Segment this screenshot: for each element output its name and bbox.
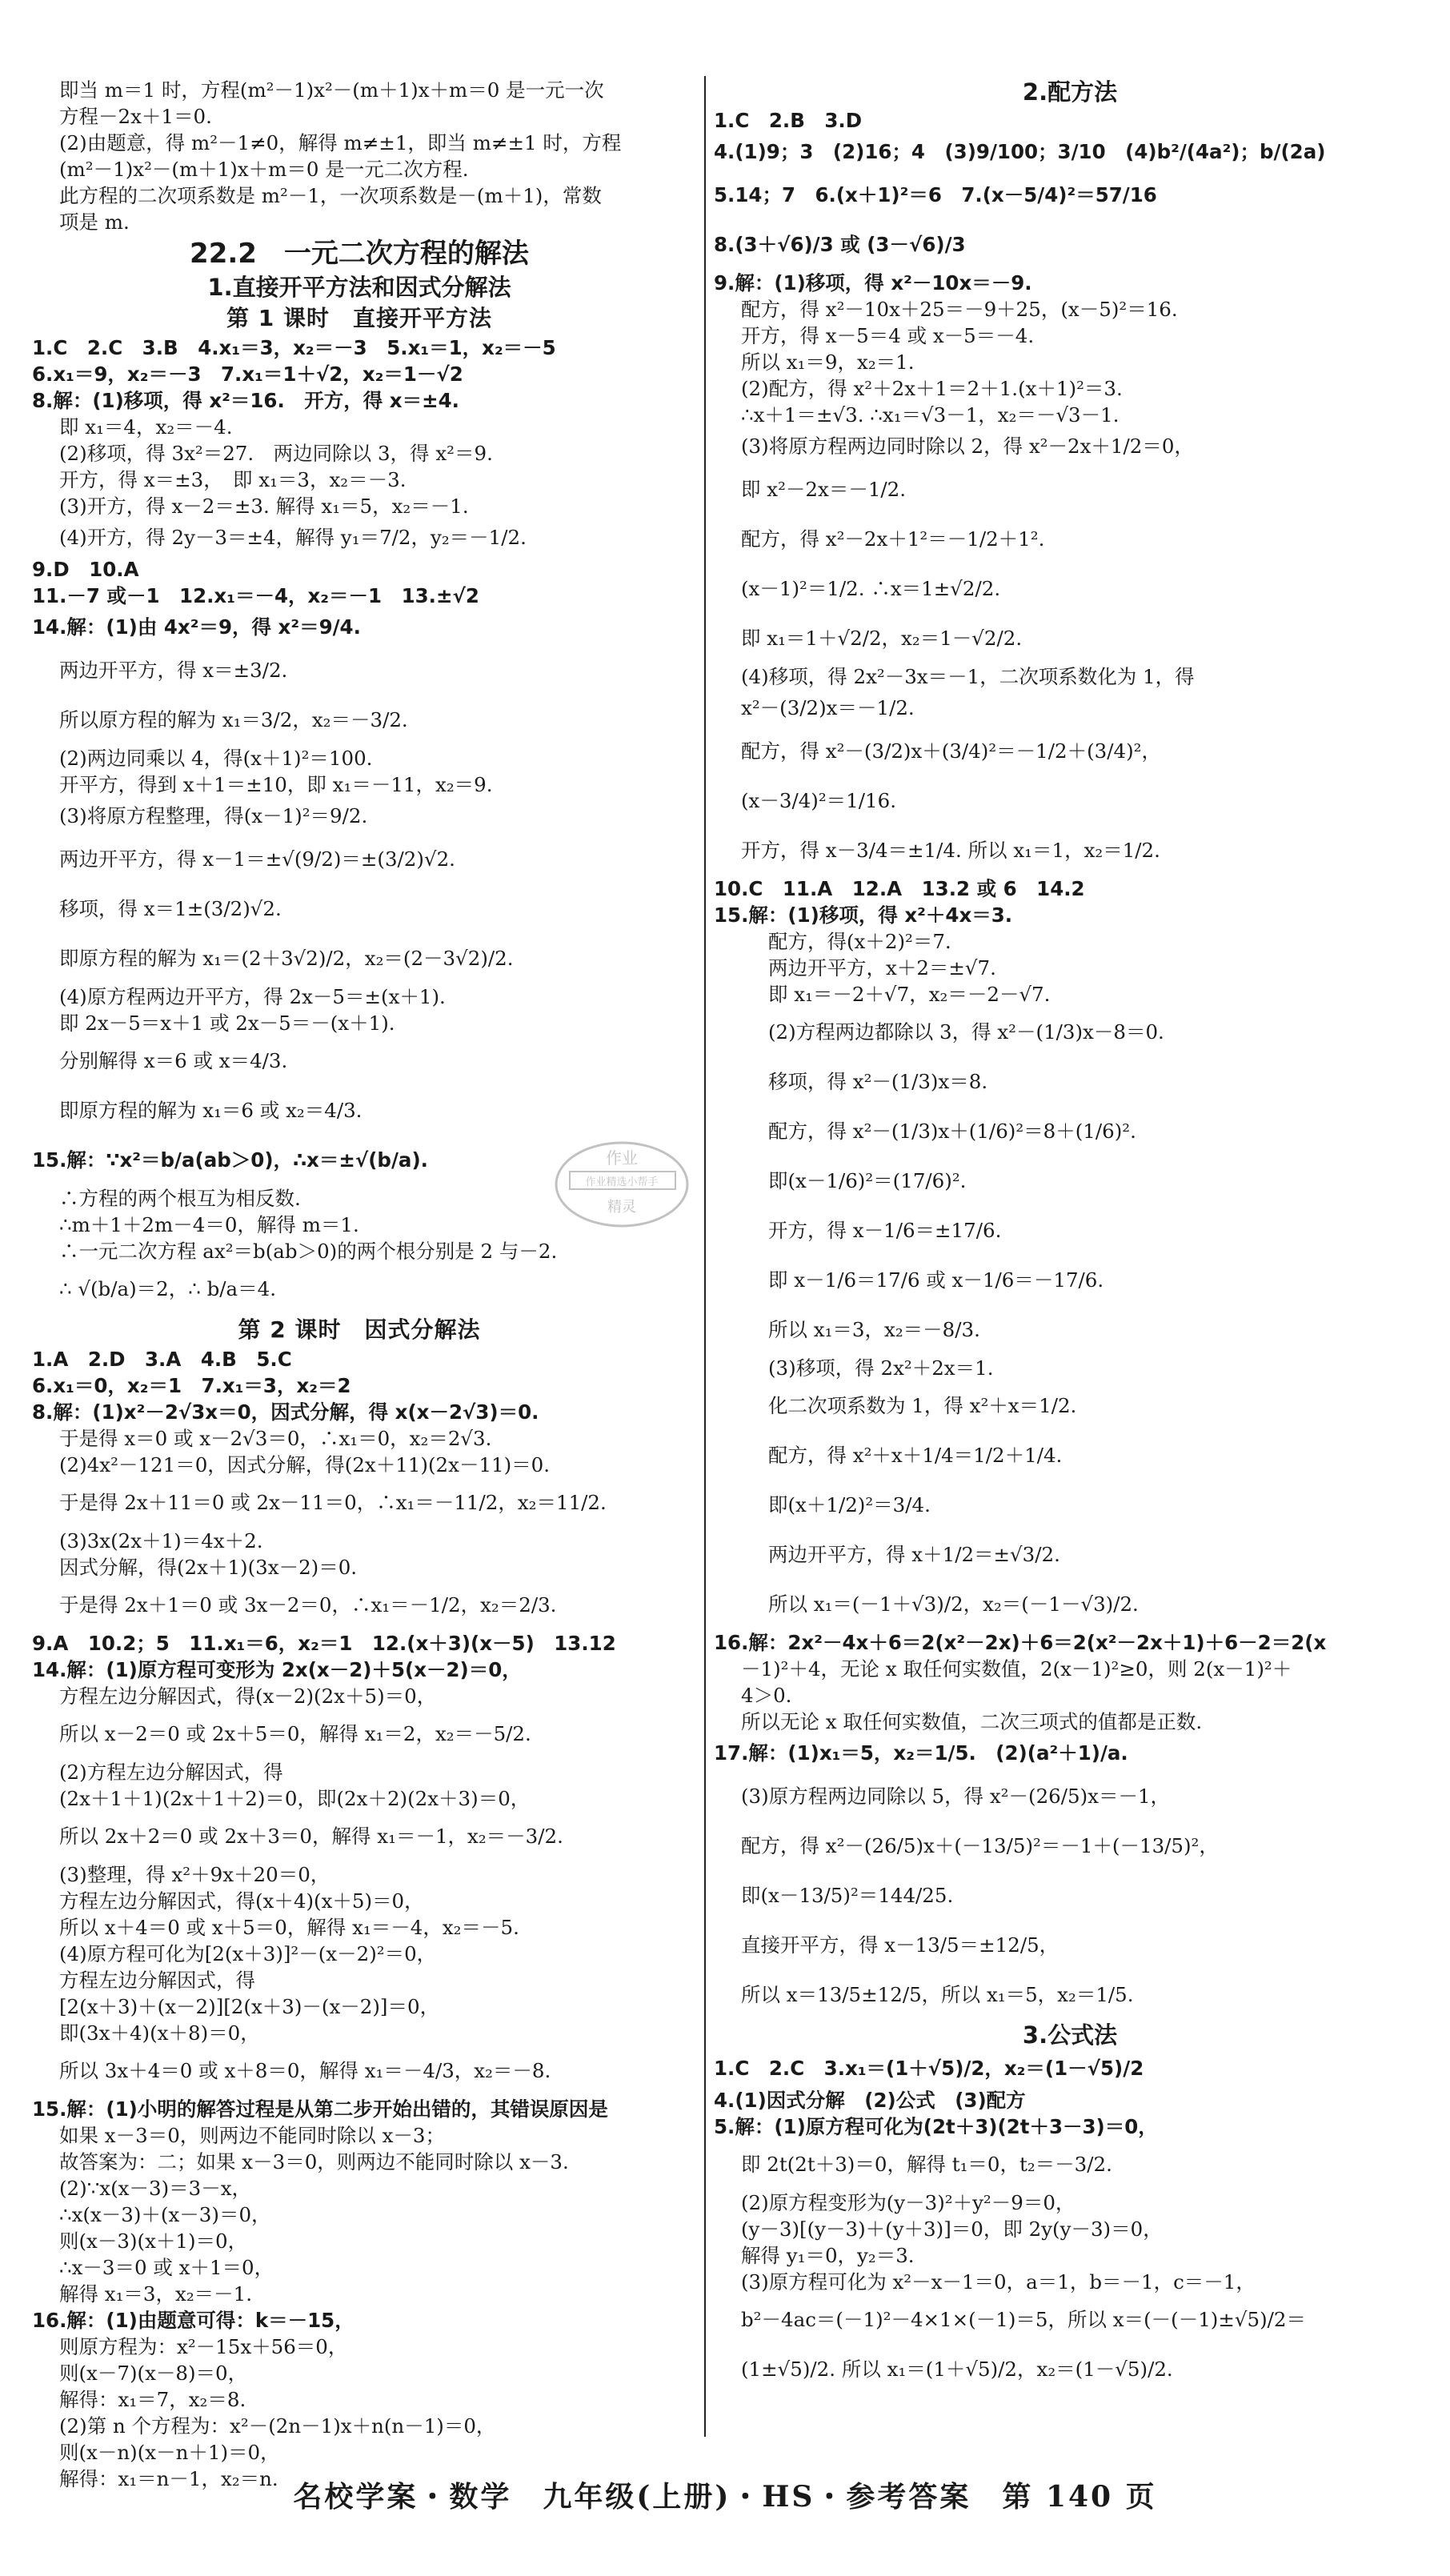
answer-line: 解得：x₁＝n－1，x₂＝n.	[59, 2467, 278, 2490]
answer-line: 配方，得 x²－(3/2)x＋(3/4)²＝－1/2＋(3/4)²，	[741, 739, 1161, 763]
answer-line: x²－(3/2)x＝－1/2.	[741, 696, 915, 719]
answer-line: 配方，得 x²－(1/3)x＋(1/6)²＝8＋(1/6)².	[768, 1120, 1136, 1143]
answer-line: (2)方程两边都除以 3，得 x²－(1/3)x－8＝0.	[768, 1020, 1164, 1044]
answer-line: 1.C 2.C 3.B 4.x₁＝3，x₂＝－3 5.x₁＝1，x₂＝－5	[32, 336, 556, 359]
answer-line: 16.解：(1)由题意可得：k＝－15，	[32, 2309, 354, 2332]
answer-line: (3)原方程可化为 x²－x－1＝0，a＝1，b＝－1，c＝－1，	[741, 2270, 1256, 2294]
section-heading: 2.配方法	[1022, 78, 1118, 106]
answer-line: 即 2x－5＝x＋1 或 2x－5＝－(x＋1).	[59, 1012, 395, 1035]
answer-line: (2)4x²－121＝0，因式分解，得(2x＋11)(2x－11)＝0.	[59, 1453, 551, 1476]
answer-line: 9.D 10.A	[32, 558, 139, 581]
answer-line: 故答案为：二；如果 x－3＝0，则两边不能同时除以 x－3.	[59, 2150, 569, 2173]
answer-line: 所以原方程的解为 x₁＝3/2，x₂＝－3/2.	[59, 708, 408, 731]
answer-line: 15.解：(1)小明的解答过程是从第二步开始出错的，其错误原因是	[32, 2097, 608, 2121]
answer-line: 所以 x＋4＝0 或 x＋5＝0，解得 x₁＝－4，x₂＝－5.	[59, 1916, 519, 1939]
answer-line: 开方，得 x－5＝4 或 x－5＝－4.	[741, 324, 1035, 347]
answer-line: [2(x＋3)＋(x－2)][2(x＋3)－(x－2)]＝0，	[59, 1995, 440, 2018]
answer-line: 9.A 10.2；5 11.x₁＝6，x₂＝1 12.(x＋3)(x－5) 13.12	[32, 1632, 616, 1655]
answer-line: 17.解：(1)x₁＝5，x₂＝1/5. (2)(a²＋1)/a.	[714, 1741, 1128, 1765]
answer-line: (3)整理，得 x²＋9x＋20＝0，	[59, 1863, 330, 1886]
answer-line: 解得 x₁＝3，x₂＝－1.	[59, 2282, 253, 2306]
answer-line: 即当 m＝1 时，方程(m²－1)x²－(m＋1)x＋m＝0 是一元一次	[59, 78, 604, 102]
answer-line: 1.C 2.C 3.x₁＝(1＋√5)/2，x₂＝(1－√5)/2	[714, 2057, 1144, 2080]
answer-line: ∴x－3＝0 或 x＋1＝0，	[59, 2256, 274, 2279]
answer-line: 即 x₁＝4，x₂＝－4.	[59, 415, 233, 439]
answer-line: (2)∵x(x－3)＝3－x，	[59, 2177, 252, 2200]
answer-line: 则原方程为：x²－15x＋56＝0，	[59, 2335, 348, 2358]
answer-line: ∴方程的两个根互为相反数.	[59, 1187, 301, 1210]
answer-line: 即 2t(2t＋3)＝0，解得 t₁＝0，t₂＝－3/2.	[741, 2153, 1112, 2176]
answer-line: 两边开平方，得 x－1＝±√(9/2)＝±(3/2)√2.	[59, 847, 455, 871]
answer-line: (4)原方程可化为[2(x＋3)]²－(x－2)²＝0，	[59, 1942, 437, 1965]
answer-line: (3)将原方程两边同时除以 2，得 x²－2x＋1/2＝0，	[741, 435, 1194, 458]
answer-line: 解得 y₁＝0，y₂＝3.	[741, 2244, 915, 2267]
answer-line: 即原方程的解为 x₁＝6 或 x₂＝4/3.	[59, 1099, 362, 1122]
answer-line: ∴一元二次方程 ax²＝b(ab＞0)的两个根分别是 2 与－2.	[59, 1240, 558, 1263]
answer-line: 5.14；7 6.(x＋1)²＝6 7.(x－5/4)²＝57/16	[714, 183, 1157, 206]
answer-line: 即 x²－2x＝－1/2.	[741, 478, 907, 501]
answer-line: 于是得 2x＋1＝0 或 3x－2＝0，∴x₁＝－1/2，x₂＝2/3.	[59, 1593, 557, 1617]
answer-line: (3)移项，得 2x²＋2x＝1.	[768, 1356, 994, 1380]
answer-line: 两边开平方，得 x＝±3/2.	[59, 659, 288, 682]
answer-line: 两边开平方，x＋2＝±√7.	[768, 956, 996, 980]
answer-line: 即(x＋1/2)²＝3/4.	[768, 1493, 931, 1516]
answer-line: 开平方，得到 x＋1＝±10，即 x₁＝－11，x₂＝9.	[59, 773, 493, 796]
answer-line: (2x＋1＋1)(2x＋1＋2)＝0，即(2x＋2)(2x＋3)＝0，	[59, 1787, 531, 1810]
answer-line: 则(x－7)(x－8)＝0，	[59, 2362, 248, 2385]
left-column	[32, 77, 687, 2492]
answer-line: 14.解：(1)原方程可变形为 2x(x－2)＋5(x－2)＝0，	[32, 1658, 522, 1681]
section-heading: 第 1 课时 直接开平方法	[226, 305, 492, 331]
answer-line: 4＞0.	[741, 1684, 792, 1707]
answer-line: 15.解：∵x²＝b/a(ab＞0)，∴x＝±√(b/a).	[32, 1148, 428, 1172]
stamp-line1: 作业	[606, 1148, 638, 1168]
answer-line: 分别解得 x＝6 或 x＝4/3.	[59, 1049, 288, 1072]
answer-line: (2)两边同乘以 4，得(x＋1)²＝100.	[59, 747, 373, 770]
answer-line: 9.解：(1)移项，得 x²－10x＝－9.	[714, 271, 1032, 294]
answer-line: 因式分解，得(2x＋1)(3x－2)＝0.	[59, 1556, 358, 1579]
answer-line: 移项，得 x²－(1/3)x＝8.	[768, 1070, 988, 1093]
answer-line: 方程－2x＋1＝0.	[59, 105, 212, 128]
answer-line: (4)移项，得 2x²－3x＝－1，二次项系数化为 1，得	[741, 665, 1195, 688]
answer-line: 即(3x＋4)(x＋8)＝0，	[59, 2021, 260, 2045]
section-heading: 1.直接开平方法和因式分解法	[207, 274, 511, 301]
answer-line: 1.C 2.B 3.D	[714, 109, 863, 132]
stamp-line2: 作业精选小帮手	[585, 1176, 659, 1188]
answer-line: 15.解：(1)移项，得 x²＋4x＝3.	[714, 903, 1013, 927]
answer-line: 移项，得 x＝1±(3/2)√2.	[59, 897, 282, 920]
answer-line: 配方，得(x＋2)²＝7.	[768, 930, 951, 953]
answer-line: 所以 x₁＝(－1＋√3)/2，x₂＝(－1－√3)/2.	[768, 1592, 1139, 1616]
answer-line: 于是得 2x＋11＝0 或 2x－11＝0，∴x₁＝－11/2，x₂＝11/2.	[59, 1491, 607, 1514]
answer-line: 方程左边分解因式，得(x＋4)(x＋5)＝0，	[59, 1889, 424, 1913]
answer-line: 即(x－1/6)²＝(17/6)².	[768, 1169, 967, 1192]
section-heading: 22.2 一元二次方程的解法	[190, 238, 529, 270]
answer-line: 6.x₁＝0，x₂＝1 7.x₁＝3，x₂＝2	[32, 1374, 351, 1397]
column-divider	[704, 76, 706, 2437]
answer-line: 配方，得 x²＋x＋1/4＝1/2＋1/4.	[768, 1444, 1063, 1467]
answer-line: (2)第 n 个方程为：x²－(2n－1)x＋n(n－1)＝0，	[59, 2414, 496, 2438]
answer-line: 两边开平方，得 x＋1/2＝±√3/2.	[768, 1543, 1060, 1566]
right-column	[714, 77, 1426, 2394]
answer-line: ∴m＋1＋2m－4＝0，解得 m＝1.	[59, 1213, 359, 1236]
answer-line: ∴x＋1＝±√3. ∴x₁＝√3－1，x₂＝－√3－1.	[741, 403, 1120, 427]
answer-line: (2)方程左边分解因式，得	[59, 1761, 283, 1784]
answer-line: 开方，得 x＝±3， 即 x₁＝3，x₂＝－3.	[59, 468, 407, 491]
answer-line: 开方，得 x－1/6＝±17/6.	[768, 1219, 1002, 1242]
answer-line: 6.x₁＝9，x₂＝－3 7.x₁＝1＋√2，x₂＝1－√2	[32, 363, 463, 386]
answer-line: 即 x₁＝－2＋√7，x₂＝－2－√7.	[768, 983, 1051, 1006]
answer-line: 则(x－n)(x－n＋1)＝0，	[59, 2441, 280, 2464]
answer-line: (3)原方程两边同除以 5，得 x²－(26/5)x＝－1，	[741, 1785, 1171, 1808]
answer-line: (x－3/4)²＝1/16.	[741, 789, 896, 812]
section-heading: 第 2 课时 因式分解法	[238, 1316, 481, 1343]
answer-line: (1±√5)/2. 所以 x₁＝(1＋√5)/2，x₂＝(1－√5)/2.	[741, 2358, 1173, 2381]
answer-line: (x－1)²＝1/2. ∴x＝1±√2/2.	[741, 577, 1001, 600]
answer-line: 化二次项系数为 1，得 x²＋x＝1/2.	[768, 1394, 1077, 1417]
answer-line: 于是得 x＝0 或 x－2√3＝0，∴x₁＝0，x₂＝2√3.	[59, 1427, 492, 1450]
answer-line: 所以 x＝13/5±12/5，所以 x₁＝5，x₂＝1/5.	[741, 1983, 1134, 2006]
answer-line: 如果 x－3＝0，则两边不能同时除以 x－3；	[59, 2124, 445, 2147]
page-footer: 名校学案・数学 九年级(上册)・HS・参考答案 第 140 页	[293, 2480, 1157, 2514]
answer-line: 1.A 2.D 3.A 4.B 5.C	[32, 1348, 292, 1371]
answer-line: 方程左边分解因式，得	[59, 1969, 255, 1992]
section-heading: 3.公式法	[1022, 2021, 1118, 2049]
answer-line: 8.解：(1)移项，得 x²＝16. 开方，得 x＝±4.	[32, 389, 459, 412]
answer-line: ∴x(x－3)＋(x－3)＝0，	[59, 2203, 271, 2226]
answer-line: (4)开方，得 2y－3＝±4，解得 y₁＝7/2，y₂＝－1/2.	[59, 526, 527, 549]
answer-line: (3)开方，得 x－2＝±3. 解得 x₁＝5，x₂＝－1.	[59, 495, 469, 518]
answer-line: 开方，得 x－3/4＝±1/4. 所以 x₁＝1，x₂＝1/2.	[741, 839, 1160, 862]
answer-line: 所以 3x＋4＝0 或 x＋8＝0，解得 x₁＝－4/3，x₂＝－8.	[59, 2059, 551, 2082]
answer-line: 8.解：(1)x²－2√3x＝0，因式分解，得 x(x－2√3)＝0.	[32, 1400, 539, 1424]
answer-line: 项是 m.	[59, 210, 130, 234]
watermark-stamp-icon	[552, 1136, 692, 1232]
answer-line: 即 x₁＝1＋√2/2，x₂＝1－√2/2.	[741, 627, 1023, 650]
answer-line: 解得：x₁＝7，x₂＝8.	[59, 2388, 246, 2411]
answer-line: 配方，得 x²－(26/5)x＋(－13/5)²＝－1＋(－13/5)²，	[741, 1834, 1219, 1857]
answer-line: (3)3x(2x＋1)＝4x＋2.	[59, 1529, 263, 1552]
answer-line: b²－4ac＝(－1)²－4×1×(－1)＝5，所以 x＝(－(－1)±√5)/2＝	[741, 2308, 1306, 2331]
answer-line: 则(x－3)(x＋1)＝0，	[59, 2229, 248, 2253]
answer-line: 即原方程的解为 x₁＝(2＋3√2)/2，x₂＝(2－3√2)/2.	[59, 947, 514, 970]
answer-line: 此方程的二次项系数是 m²－1，一次项系数是－(m＋1)，常数	[59, 184, 602, 207]
answer-line: 所以 x₁＝3，x₂＝－8/3.	[768, 1318, 980, 1341]
answer-line: 4.(1)9；3 (2)16；4 (3)9/100；3/10 (4)b²/(4a²)；b/(2a)	[714, 140, 1326, 163]
answer-line: 所以 x₁＝9，x₂＝1.	[741, 351, 915, 374]
answer-line: 所以 x－2＝0 或 2x＋5＝0，解得 x₁＝2，x₂＝－5/2.	[59, 1722, 531, 1745]
answer-line: 16.解：2x²－4x＋6＝2(x²－2x)＋6＝2(x²－2x＋1)＋6－2＝2(x	[714, 1631, 1327, 1654]
answer-line: －1)²＋4，无论 x 取任何实数值，2(x－1)²≥0，则 2(x－1)²＋	[741, 1657, 1292, 1681]
answer-line: 8.(3＋√6)/3 或 (3－√6)/3	[714, 233, 966, 256]
answer-line: (2)原方程变形为(y－3)²＋y²－9＝0，	[741, 2191, 1075, 2214]
answer-line: 10.C 11.A 12.A 13.2 或 6 14.2	[714, 877, 1085, 900]
answer-line: 方程左边分解因式，得(x－2)(2x＋5)＝0，	[59, 1685, 437, 1708]
answer-line: 直接开平方，得 x－13/5＝±12/5，	[741, 1933, 1059, 1957]
answer-line: (y－3)[(y－3)＋(y＋3)]＝0，即 2y(y－3)＝0，	[741, 2217, 1163, 2241]
answer-line: 所以 2x＋2＝0 或 2x＋3＝0，解得 x₁＝－1，x₂＝－3/2.	[59, 1825, 563, 1848]
answer-line: 配方，得 x²－10x＋25＝－9＋25，(x－5)²＝16.	[741, 298, 1178, 321]
answer-line: (2)配方，得 x²＋2x＋1＝2＋1.(x＋1)²＝3.	[741, 377, 1123, 400]
stamp-line3: 精灵	[607, 1199, 636, 1216]
answer-line: 5.解：(1)原方程可化为(2t＋3)(2t＋3－3)＝0，	[714, 2115, 1158, 2138]
answer-line: 所以无论 x 取任何实数值，二次三项式的值都是正数.	[741, 1710, 1203, 1733]
answer-line: 4.(1)因式分解 (2)公式 (3)配方	[714, 2089, 1026, 2112]
answer-line: (3)将原方程整理，得(x－1)²＝9/2.	[59, 804, 368, 827]
answer-line: ∴ √(b/a)＝2，∴ b/a＝4.	[59, 1277, 277, 1300]
answer-line: (m²－1)x²－(m＋1)x＋m＝0 是一元二次方程.	[59, 158, 469, 181]
answer-line: 即(x－13/5)²＝144/25.	[741, 1884, 954, 1907]
answer-line: 配方，得 x²－2x＋1²＝－1/2＋1².	[741, 527, 1045, 551]
answer-line: (4)原方程两边开平方，得 2x－5＝±(x＋1).	[59, 985, 446, 1008]
answer-line: 即 x－1/6＝17/6 或 x－1/6＝－17/6.	[768, 1268, 1104, 1292]
answer-line: 14.解：(1)由 4x²＝9，得 x²＝9/4.	[32, 615, 361, 639]
answer-line: (2)由题意，得 m²－1≠0，解得 m≠±1，即当 m≠±1 时，方程	[59, 131, 622, 154]
answer-line: (2)移项，得 3x²＝27. 两边同除以 3，得 x²＝9.	[59, 442, 493, 465]
answer-line: 11.－7 或－1 12.x₁＝－4，x₂＝－1 13.±√2	[32, 584, 479, 607]
